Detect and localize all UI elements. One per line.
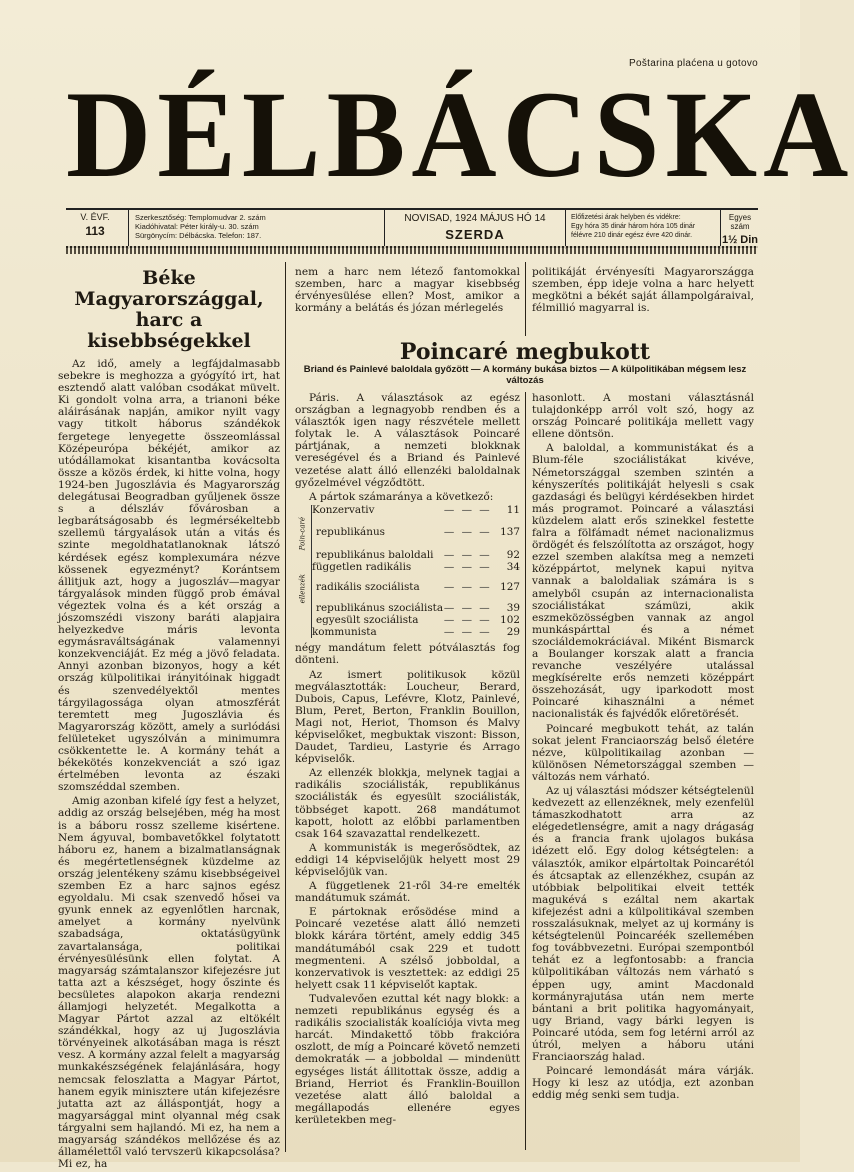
issue-number: 113: [85, 224, 105, 238]
article1-paragraph: Az idő, amely a legfájdalmasabb sebekre is meghozza a gyógyító irt, hat esztendő alatt valóban csodákat müvelt. Ki gondolt volna arra, a trianoni béke aláirásának napján, amikor nyilt vagy vagy titkolt háborus szándékok fergetege lenyegette összeomlással Középeurópa békéjét, amikor az utódállamokat kisantantba kovácsolta össze a közös érdek, ki hitte volna, hogy 1924-ben Jugoszlávia és Magyarország delegátusai Beogradban gyűljenek össze s a délszláv fővárosban a legbarátságosabb és legmérsékeltebb szellemü tárgyalások után a vitás és szinte megoldhatatlanoknak látszó kérdések egész komplexumára nézve kössenek egyezményt? Korántsem állitjuk azt, hogy a jugoszláv—magyar tárgyalások minden függő prob émával végeztek volna és a két ország a jószomszédi viszony baráti alapjaira helyezkedve máris levonta egymásraváltságának valamennyi konzekvenciáját. Ez még a jövő feladata. Annyi azonban bizonyos, hogy a két ország külpolitikai irányitóinak higgadt és szenvedélyektől mentes tárgyilagossága olyan atmoszférát teremtett meg Jugoszlávia és Magyarország között, amely a surlódási felületeket ugyszólván a minimumra csökkentette le. A kormány tehát a békekötés konzekvenciát a szó igaz értelmében levonta az északi szomszéddal szemben.: [58, 358, 280, 794]
article2-headline: Poincaré megbukott: [399, 339, 651, 365]
party-row: [295, 627, 520, 639]
leader-dashes: — — —: [443, 503, 492, 516]
party-group-label: [295, 615, 312, 627]
party-seats: 39: [506, 601, 520, 614]
editorial-line: Sürgönycím: Délbácska. Telefon: 187.: [135, 231, 262, 240]
party-seats: 137: [500, 526, 520, 539]
column-divider: [285, 262, 286, 1152]
article2-paragraph: Az uj választási módszer kétségtelenül kedvezett az ellenzéknek, mely ezenfelül támaszkodhatott arra az elégedetlenségre, amit a nagy drágaság és a francia frank ujolagos bukása idézett elő. Egy dolog kétségtelen: a választók, amikor elpártoltak Poincarétól és átcsaptak az ellenzékhez, csupán az utóbbiak belpolitikai elveit tették magukévá s ezáltal nem akartak kifejezést adni a külpolitikával szemben rosszalásuknak, melyet az uj kormány is kétségtelenül Poincaréék szellemében fog továbbvezetni. Európai szempontból tehát ez a legfontosabb: a francia külpolitikában változás nem várható s éppen ugy, amint Macdonald kormányrajutása után nem merte bántani a brit politika hagyományait, ugy Briand, vagy bárki legyen is Poincaré utóda, sem fog letérni arról az útról, melyen a háboru utáni Franciaország halad.: [532, 785, 754, 1064]
leader-dashes: — — —: [443, 581, 492, 594]
party-group-label: Poin-caré: [295, 517, 312, 550]
editorial-line: Kiadóhivatal: Péter király-u. 30. szám: [135, 222, 259, 231]
party-results-table: [295, 505, 520, 638]
party-seats: 34: [506, 560, 520, 573]
article1-title-line: Béke Magyarországgal,: [74, 267, 264, 310]
party-group-label: ellenzék: [295, 574, 312, 603]
weekday: SZERDA: [445, 227, 505, 242]
party-name: Konzervativ: [312, 503, 375, 516]
article2-paragraph: A pártok számaránya a következő:: [309, 490, 494, 503]
party-row: [295, 574, 520, 603]
article1-paragraph: politikáját érvényesíti Magyarországga szemben, épp ideje volna a harc helyett megkötni a békét saját állampolgáraival, félmillió magyarral is.: [532, 266, 754, 315]
party-row: [295, 615, 520, 627]
article2-paragraph: Páris. A választások az egész országban a legnagyobb rendben és a választók igen nagy részvétele mellett folytak le. A választások Poincaré pártjának, a nemzeti blokknak vereségével és a Briand és Painlevé vezetése alatt álló ellenzéki baloldalnak győzelmével végződtött.: [295, 392, 520, 489]
party-group-label: [295, 505, 312, 517]
leader-dashes: — — —: [443, 548, 492, 561]
subscription-info: [571, 210, 717, 249]
subscription-line: Előfizetési árak helyben és vidékre:: [571, 214, 681, 221]
leader-dashes: — — —: [443, 625, 492, 638]
article2-paragraph: Az ismert politikusok közül megválasztották: Loucheur, Berard, Dubois, Capus, Lefévre, Klotz, Painlevé, Blum, Peret, Berton, Franklin Bouillon, Magi not, Heriot, Thomson és Malvy képviselőket, megbuktak viszont: Bisson, Daudet, Tardieu, Lastyrie és Arrago képviselők.: [295, 668, 520, 766]
leader-dashes: — — —: [443, 601, 492, 614]
leader-dashes: — — —: [443, 526, 492, 539]
article2-paragraph: E pártoknak erősödése mind a Poincaré vezetése alatt álló nemzeti blokk kárára történt, amely eddig 345 mandátumából csak 229 et tudott megmenteni. A szélső jobboldal, a konzervativok is vesztettek: az eddigi 25 helyett csak 11 képviselőt kaptak.: [295, 906, 520, 991]
party-name: republikánus szociálista: [316, 601, 444, 614]
article2-subheadline: Briand és Painlevé baloldala győzött — A kormány bukása biztos — A külpolitikában mégsem lesz változás: [303, 364, 747, 386]
leader-dashes: — — —: [443, 613, 492, 626]
party-group-label: [295, 627, 312, 639]
ornamental-rule: [66, 246, 758, 254]
volume-label: V. ÉVF.: [80, 212, 110, 222]
leader-dashes: — — —: [443, 560, 492, 573]
column-divider: [525, 392, 526, 1150]
article1-continuation: [532, 266, 754, 316]
article2-paragraph: négy mandátum felett pótválasztás fog dönteni.: [295, 642, 520, 667]
party-row: [295, 517, 520, 550]
column-divider: [525, 262, 526, 336]
article2-paragraph: A kommunisták is megerősödtek, az eddigi 14 képviselőjük helyett most 29 képviselőjük van.: [295, 841, 520, 878]
party-row: [295, 562, 520, 574]
article2-paragraph: A baloldal, a kommunistákat és a Blum-féle szociálistákat kivéve, Németországgal szemben szintén a kényszerítés politikáját helyesli s csak gazdasági és belügyi kérdésekben hirdet más programot. Poincaré a választási küzdelem alatt erős szinekkel festette falra a fölfámadt német nacionalizmus ördögét és felszólította az országot, hogy ezzel szemben alakítsa meg a nemzeti középpártot, melynek kapui nyitva vannak a baloldaliak számára is s amelyből csupán az internacionalista szociálistákat számüzi, akik eszmeközösségben vannak az angol munkáspárttal és a német szociáldemokráciával. Miként Bismarck a Boulanger korszak alatt a francia revanche veszélyére utalással megkísérelte erős nemzeti középpárt összehozását, ugy iparkodott most Poincaré kihasználni a német nacionalisták és fajvédők előretörését.: [532, 442, 754, 721]
party-seats: 92: [506, 548, 520, 561]
article1-headline: [58, 268, 280, 352]
subscription-line: Egy hóra 35 dinár három hóra 105 dinár: [571, 223, 696, 230]
date-line: NOVISAD, 1924 MÁJUS HÓ 14: [404, 213, 546, 224]
editorial-line: Szerkesztőség: Templomudvar 2. szám: [135, 213, 266, 222]
party-name: független radikális: [312, 560, 412, 573]
party-seats: 127: [500, 581, 520, 594]
party-group-label: [295, 603, 312, 615]
price-cell: [720, 210, 759, 249]
article2-paragraph: hasonlott. A mostani választásnál tulajdonképp arról volt szó, hogy az ország Poincaré politikája mellett vagy ellene döntsön.: [532, 392, 754, 441]
article2-paragraph: Poincaré lemondását mára várják. Hogy ki lesz az utódja, ezt azonban eddig még senki sem tudja.: [532, 1065, 754, 1102]
party-row: [295, 603, 520, 615]
party-row: [295, 550, 520, 562]
party-name: kommunista: [312, 625, 377, 638]
article1-title-line: harc a kisebbségekkel: [87, 309, 251, 352]
postage-note: Poštarina plaćena u gotovo: [629, 58, 758, 69]
party-group-label: [295, 562, 312, 574]
article2-paragraph: A függetlenek 21-ről 34-re emelték mandátumuk számát.: [295, 880, 520, 905]
party-name: radikális szociálista: [316, 581, 420, 594]
article1-continuation: [295, 266, 520, 316]
article2-paragraph: Az ellenzék blokkja, melynek tagjai a radikális szociálisták, republikánus szociálisták és egyesült szociálisták, többséget kapott. 268 mandátumot kapott, holott az előbbi parlamentben csak 164 szavazattal rendelkezett.: [295, 767, 520, 840]
article2-paragraph: Poincaré megbukott tehát, az talán sokat jelent Franciaország belső életére nézve, külpolitikailag azonban — különösen Németországgal szemben — változás nem várható.: [532, 722, 754, 783]
price-label: Egyes szám: [728, 213, 752, 231]
article2-paragraph: Tudvalevően ezuttal két nagy blokk: a nemzeti republikánus egység és a radikális szocialisták koalíciója vivta meg harcát. Mindakettő több frakcióra oszlott, de míg a Poincaré követő nemzeti demokraták — a jobboldal — mindenütt egységes listát állitottak össze, addig a Briand, Herriot és Franklin-Bouillon vezetése alatt álló baloldal a megállapodás ellenére egyes kerületekben meg-: [295, 992, 520, 1126]
article1-paragraph: nem a harc nem létező fantomokkal szemben, harc a magyar kisebbség érvényesülése ellen? Most, amikor a kormány a belátás és józan mérlegelés: [295, 266, 520, 315]
article2-column-right: [532, 392, 754, 1103]
article2-column-left: [295, 392, 520, 1128]
party-name: republikánus baloldali: [316, 548, 434, 561]
volume-cell: [66, 210, 124, 248]
editorial-info: [128, 210, 385, 249]
article1-column: [58, 268, 280, 1172]
party-seats: 29: [506, 625, 520, 638]
party-group-label: [295, 550, 312, 562]
party-name: egyesült szociálista: [316, 613, 419, 626]
date-cell: [384, 210, 566, 249]
masthead-title: DÉLBÁCSKA: [66, 65, 854, 204]
info-strip: [66, 208, 758, 248]
subscription-line: félévre 210 dinár egész évre 420 dinár.: [571, 232, 693, 239]
price-value: 1½ Din: [721, 234, 759, 246]
party-seats: 11: [506, 503, 520, 516]
party-name: republikánus: [316, 526, 385, 539]
party-row: [295, 505, 520, 517]
article1-paragraph: Amig azonban kifelé így fest a helyzet, addig az ország belsejében, még ha most is a báboru rossz szelleme kisértene. Nem ágyuval, bombavetőkkel folytatott háboru ez, hanem a bizalmatlanságnak és megértetlenségnek küzdelme az ország jelentékeny számu kisebbségeivel szemben Ez a harc sajnos egész egyoldalu. Mi csak szenvedő hősei va gyunk ennek az egyenlőtlen harcnak, amelyet a kormány nyelvünk szabadsága, oktatásügyünk zavartalansága, politikai érvényesülésünk ellen folytat. A magyarság számtalanszor kifejezésre jut tatta azt a készséget, hogy őszinte és becsületes alapokon akarja rendezni államjogi helyzetét. Megalkotta a Magyar Pártot azzal az eltökélt szándékkal, hogy az uj Jugoszlávia törvényeinek alkotásában maga is részt vesz. A kormány azzal felelt a magyarság munkakészségének felajánlására, hogy nemcsak feloszlatta a Magyar Pártot, hanem egyik minisztere után kifejezésre jutatta azt az álláspontját, hogy a magyarsággal mint olyannal még csak tárgyalni sem hajlandó. Mi ez, ha nem a magyarság szándékos mellőzése és az államélettől való tervszerü kikapcsolása? Mi ez, ha: [58, 795, 280, 1171]
masthead: [66, 65, 854, 208]
party-seats: 102: [500, 613, 520, 626]
